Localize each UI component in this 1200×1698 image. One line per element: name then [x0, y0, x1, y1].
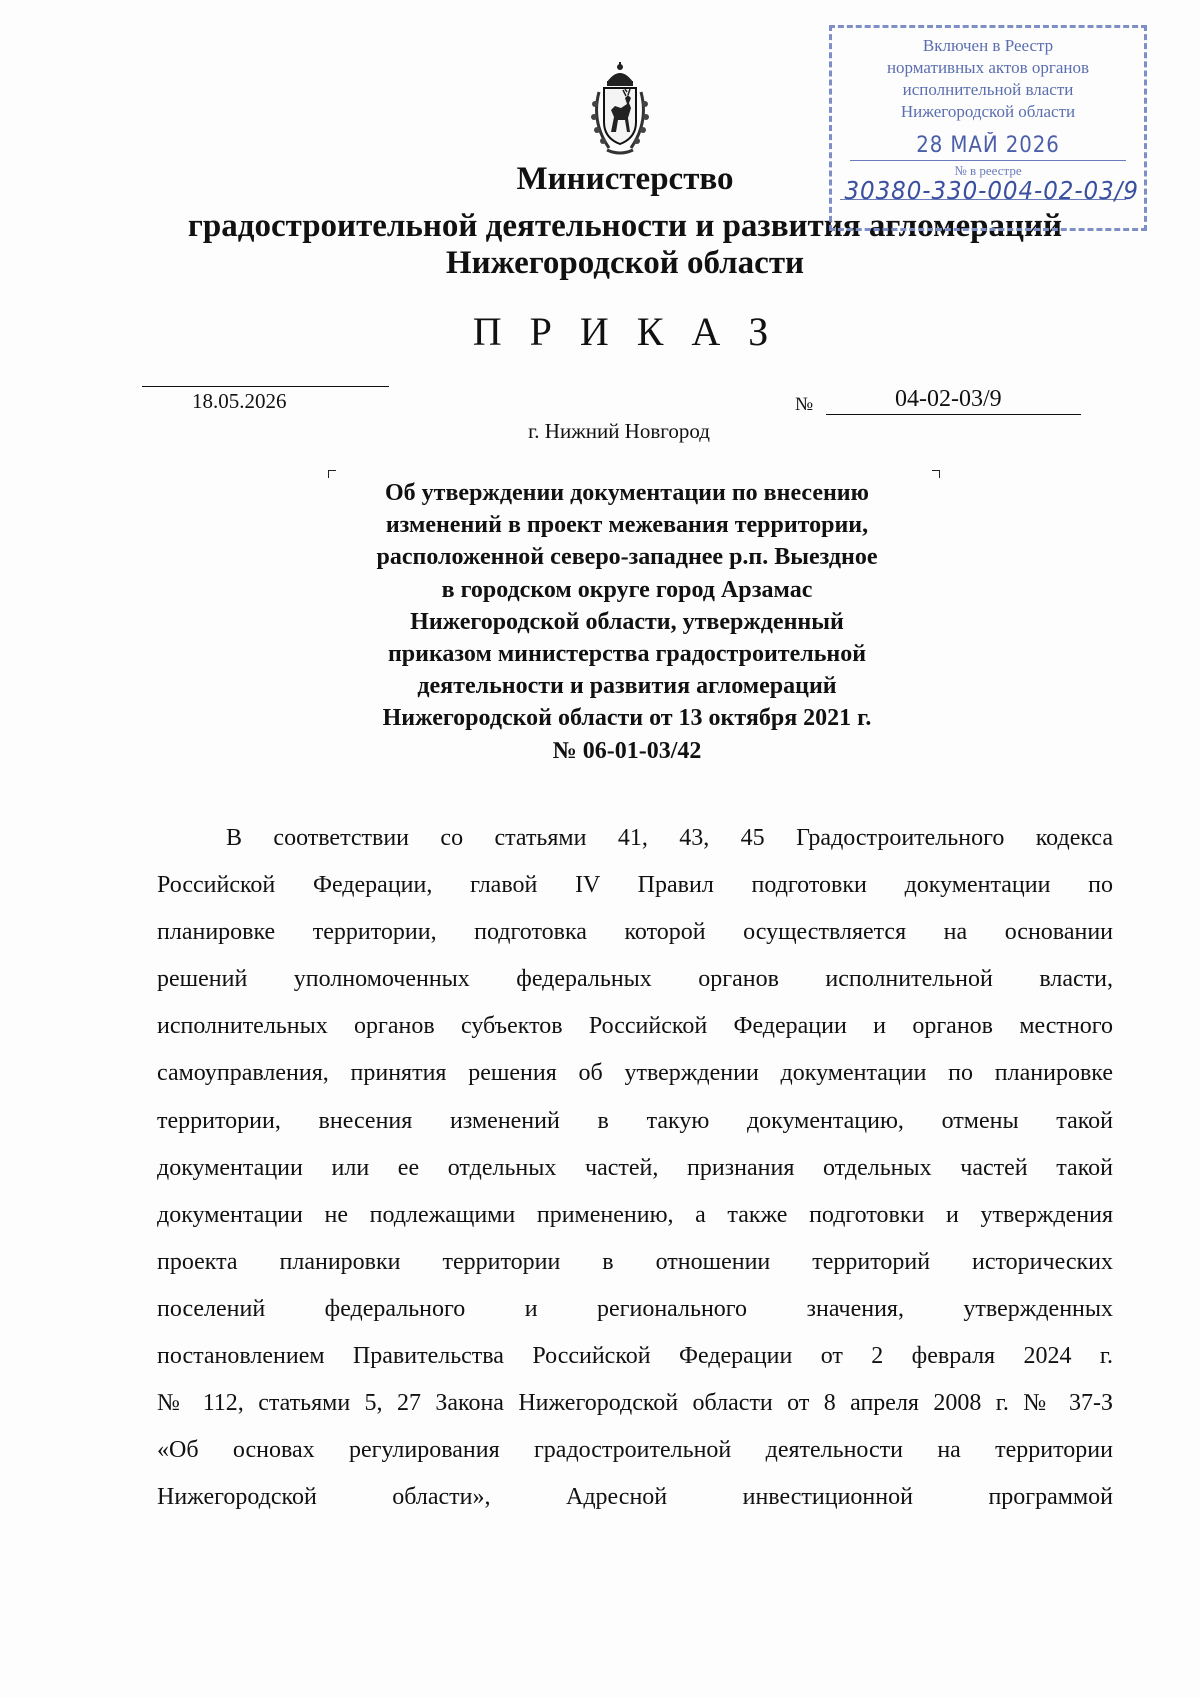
coat-of-arms-emblem: [587, 62, 653, 158]
title-line: Нижегородской области, утвержденный: [410, 608, 844, 635]
ministry-name-line3: Нижегородской области: [445, 245, 805, 281]
ministry-name-line2: градостроительной деятельности и развития агломераций: [187, 208, 1063, 244]
body-line: поселений федерального и регионального значения, утвержденных: [157, 1295, 1113, 1322]
document-number: 04-02-03/9: [895, 386, 1002, 412]
document-body: [157, 820, 1113, 1526]
body-line: постановлением Правительства Российской Федерации от 2 февраля 2024 г.: [157, 1343, 1113, 1370]
date-underline: [142, 386, 389, 387]
stamp-divider: [850, 160, 1126, 161]
ministry-name-line1: Министерство: [516, 161, 734, 197]
document-title: [322, 477, 932, 767]
stamp-line: Нижегородской области: [900, 102, 1076, 121]
stamp-line: исполнительной власти: [902, 80, 1074, 99]
body-line: Нижегородской области», Адресной инвестиционной программой: [157, 1484, 1113, 1511]
body-line: документации не подлежащими применению, а также подготовки и утверждения: [157, 1201, 1113, 1228]
title-line: приказом министерства градостроительной: [387, 641, 867, 668]
document-type: П Р И К А З: [472, 309, 778, 354]
title-line: изменений в проект межевания территории,: [385, 512, 869, 539]
body-line: планировке территории, подготовка которой осуществляется на основании: [157, 919, 1113, 946]
stamp-registry-label: № в реестре: [954, 163, 1022, 178]
title-line: в городском округе город Арзамас: [441, 576, 813, 603]
title-line: расположенной северо-западнее р.п. Выездное: [376, 544, 878, 571]
body-line: № 112, статьями 5, 27 Закона Нижегородской области от 8 апреля 2008 г. № 37-З: [157, 1390, 1113, 1417]
number-sign: №: [795, 394, 814, 415]
registry-stamp: [829, 25, 1147, 231]
body-line: «Об основах регулирования градостроительной деятельности на территории: [157, 1437, 1113, 1464]
number-underline: [826, 414, 1081, 415]
body-line: исполнительных органов субъектов Российской Федерации и органов местного: [157, 1013, 1113, 1040]
body-line: проекта планировки территории в отношении территорий исторических: [157, 1248, 1113, 1275]
title-line: Об утверждении документации по внесению: [385, 480, 869, 506]
body-line: самоуправления, принятия решения об утверждении документации по планировке: [157, 1060, 1113, 1087]
title-line: деятельности и развития агломераций: [417, 673, 837, 700]
stamp-line: нормативных актов органов: [886, 58, 1090, 77]
body-line: Российской Федерации, главой IV Правил подготовки документации по: [157, 872, 1113, 899]
title-line: Нижегородской области от 13 октября 2021 г.: [382, 705, 872, 732]
document-date: 18.05.2026: [192, 389, 287, 413]
body-line: документации или ее отдельных частей, признания отдельных частей такой: [157, 1154, 1113, 1181]
stamp-date: 28 МАЙ 2026: [916, 133, 1060, 158]
stamp-registry-number: 30380-330-004-02-03/9: [844, 176, 1139, 205]
body-line: решений уполномоченных федеральных органов исполнительной власти,: [157, 966, 1113, 993]
body-line: В соответствии со статьями 41, 43, 45 Градостроительного кодекса: [226, 825, 1113, 851]
title-line: № 06-01-03/42: [552, 737, 702, 764]
document-city: г. Нижний Новгород: [528, 419, 710, 443]
stamp-line: Включен в Реестр: [922, 36, 1054, 55]
body-line: территории, внесения изменений в такую документацию, отмены такой: [157, 1107, 1113, 1134]
title-corner-right: [932, 470, 940, 478]
